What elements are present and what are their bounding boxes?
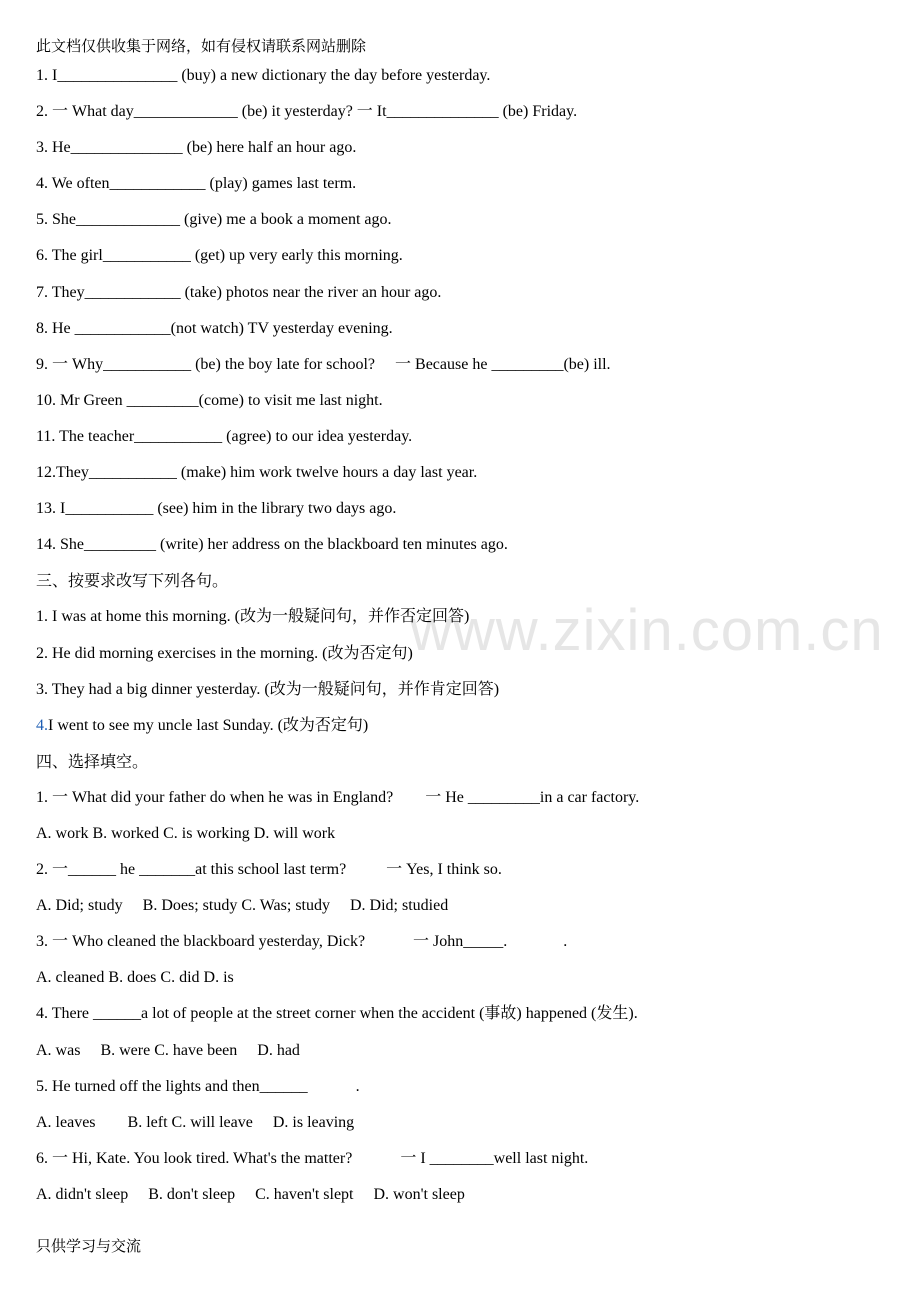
exercise-line xyxy=(36,316,900,352)
item-number: 6. xyxy=(36,1149,52,1167)
item-number: 2. xyxy=(36,103,52,121)
exercise-line xyxy=(36,496,900,532)
exercise-line xyxy=(36,857,900,893)
line-text: She_________ (write) her address on the blackboard ten minutes ago. xyxy=(60,536,508,554)
exercise-line xyxy=(36,532,900,568)
item-number: 1. xyxy=(36,788,52,806)
page-footer-notice: 只供学习与交流 xyxy=(36,1239,142,1255)
exercise-line xyxy=(36,63,900,99)
exercise-line xyxy=(36,243,900,279)
item-number: 3. xyxy=(36,680,52,698)
item-number: 13. xyxy=(36,500,60,518)
item-number: 7. xyxy=(36,283,52,301)
section-heading xyxy=(36,749,900,785)
item-number: 3. xyxy=(36,139,52,157)
section-heading xyxy=(36,568,900,604)
line-text: Mr Green _________(come) to visit me last night. xyxy=(60,391,383,409)
exercise-line xyxy=(36,1182,900,1218)
watermark: www.zixin.com.cn xyxy=(410,598,884,663)
line-text: They____________ (take) photos near the river an hour ago. xyxy=(51,283,442,301)
exercise-line xyxy=(36,1038,900,1074)
line-text: 一 What did your father do when he was in England? 一 He _________in a car factory. xyxy=(52,788,640,806)
line-text: She_____________ (give) me a book a moment ago. xyxy=(52,211,392,229)
line-text: A. work B. worked C. is working D. will work xyxy=(36,824,336,842)
line-text: He turned off the lights and then______ . xyxy=(52,1077,360,1095)
line-text: I was at home this morning. (改为一般疑问句，并作否定回答) xyxy=(52,608,470,626)
line-text: He ____________(not watch) TV yesterday evening. xyxy=(52,319,393,337)
item-number: 5. xyxy=(36,211,52,229)
item-number: 4. xyxy=(36,1005,52,1023)
item-number: 1. xyxy=(36,608,52,626)
exercise-line xyxy=(36,677,900,713)
page-header-notice: 此文档仅供收集于网络，如有侵权请联系网站删除 xyxy=(36,39,367,55)
exercise-line xyxy=(36,1074,900,1110)
line-text: The girl___________ (get) up very early this morning. xyxy=(51,247,403,265)
line-text: They___________ (make) him work twelve hours a day last year. xyxy=(56,464,478,482)
line-text: They had a big dinner yesterday. (改为一般疑问句，并作肯定回答) xyxy=(51,680,500,698)
item-number: 11. xyxy=(36,427,60,445)
exercise-line xyxy=(36,424,900,460)
line-text: 一 Why___________ (be) the boy late for school? 一 Because he _________(be) ill. xyxy=(52,355,611,373)
exercise-line xyxy=(36,460,900,496)
item-number: 8. xyxy=(36,319,52,337)
item-number: 14. xyxy=(36,536,60,554)
exercise-line xyxy=(36,641,900,677)
line-text: A. Did; study B. Does; study C. Was; study D. Did; studied xyxy=(36,897,449,915)
exercise-line xyxy=(36,893,900,929)
item-number: 2. xyxy=(36,644,52,662)
exercise-line xyxy=(36,99,900,135)
exercise-line xyxy=(36,1110,900,1146)
line-text: A. didn't sleep B. don't sleep C. haven't slept D. won't sleep xyxy=(36,1185,465,1203)
line-text: He______________ (be) here half an hour ago. xyxy=(52,139,357,157)
exercise-line xyxy=(36,604,900,640)
line-text: 一 What day_____________ (be) it yesterday? 一 It______________ (be) Friday. xyxy=(52,103,578,121)
line-text: He did morning exercises in the morning. (改为否定句) xyxy=(52,644,413,662)
exercise-line xyxy=(36,713,900,749)
exercise-lines xyxy=(36,63,900,1218)
item-number: 6. xyxy=(36,247,52,265)
line-text: A. leaves B. left C. will leave D. is leaving xyxy=(36,1113,355,1131)
exercise-line xyxy=(36,821,900,857)
line-text: 一______ he _______at this school last term? 一 Yes, I think so. xyxy=(52,861,502,879)
exercise-line xyxy=(36,171,900,207)
item-number: 2. xyxy=(36,861,52,879)
item-number: 9. xyxy=(36,355,52,373)
item-number: 3. xyxy=(36,933,52,951)
line-text: 一 Who cleaned the blackboard yesterday, Dick? 一 John_____. . xyxy=(52,933,568,951)
exercise-line xyxy=(36,965,900,1001)
item-number: 4. xyxy=(36,175,52,193)
item-number: 4. xyxy=(36,716,48,734)
exercise-line xyxy=(36,280,900,316)
exercise-line xyxy=(36,135,900,171)
line-text: The teacher___________ (agree) to our idea yesterday. xyxy=(59,427,413,445)
exercise-line xyxy=(36,388,900,424)
exercise-line xyxy=(36,352,900,388)
line-text: We often____________ (play) games last term. xyxy=(51,175,357,193)
line-text: 一 Hi, Kate. You look tired. What's the matter? 一 I ________well last night. xyxy=(52,1149,589,1167)
line-text: I went to see my uncle last Sunday. (改为否定句) xyxy=(48,716,369,734)
exercise-line xyxy=(36,1001,900,1037)
line-text: A. was B. were C. have been D. had xyxy=(36,1041,300,1059)
item-number: 12. xyxy=(36,464,56,482)
exercise-line xyxy=(36,785,900,821)
line-text: A. cleaned B. does C. did D. is xyxy=(36,969,234,987)
line-text: I_______________ (buy) a new dictionary the day before yesterday. xyxy=(52,67,491,84)
line-text: I___________ (see) him in the library two days ago. xyxy=(60,500,397,518)
exercise-line xyxy=(36,207,900,243)
line-text: 三、按要求改写下列各句。 xyxy=(36,571,229,591)
line-text: 四、选择填空。 xyxy=(36,751,149,771)
item-number: 1. xyxy=(36,67,52,84)
exercise-line xyxy=(36,1146,900,1182)
exercise-line xyxy=(36,929,900,965)
item-number: 10. xyxy=(36,391,60,409)
item-number: 5. xyxy=(36,1077,52,1095)
line-text: There ______a lot of people at the street corner when the accident (事故) happened (发生). xyxy=(51,1005,638,1023)
